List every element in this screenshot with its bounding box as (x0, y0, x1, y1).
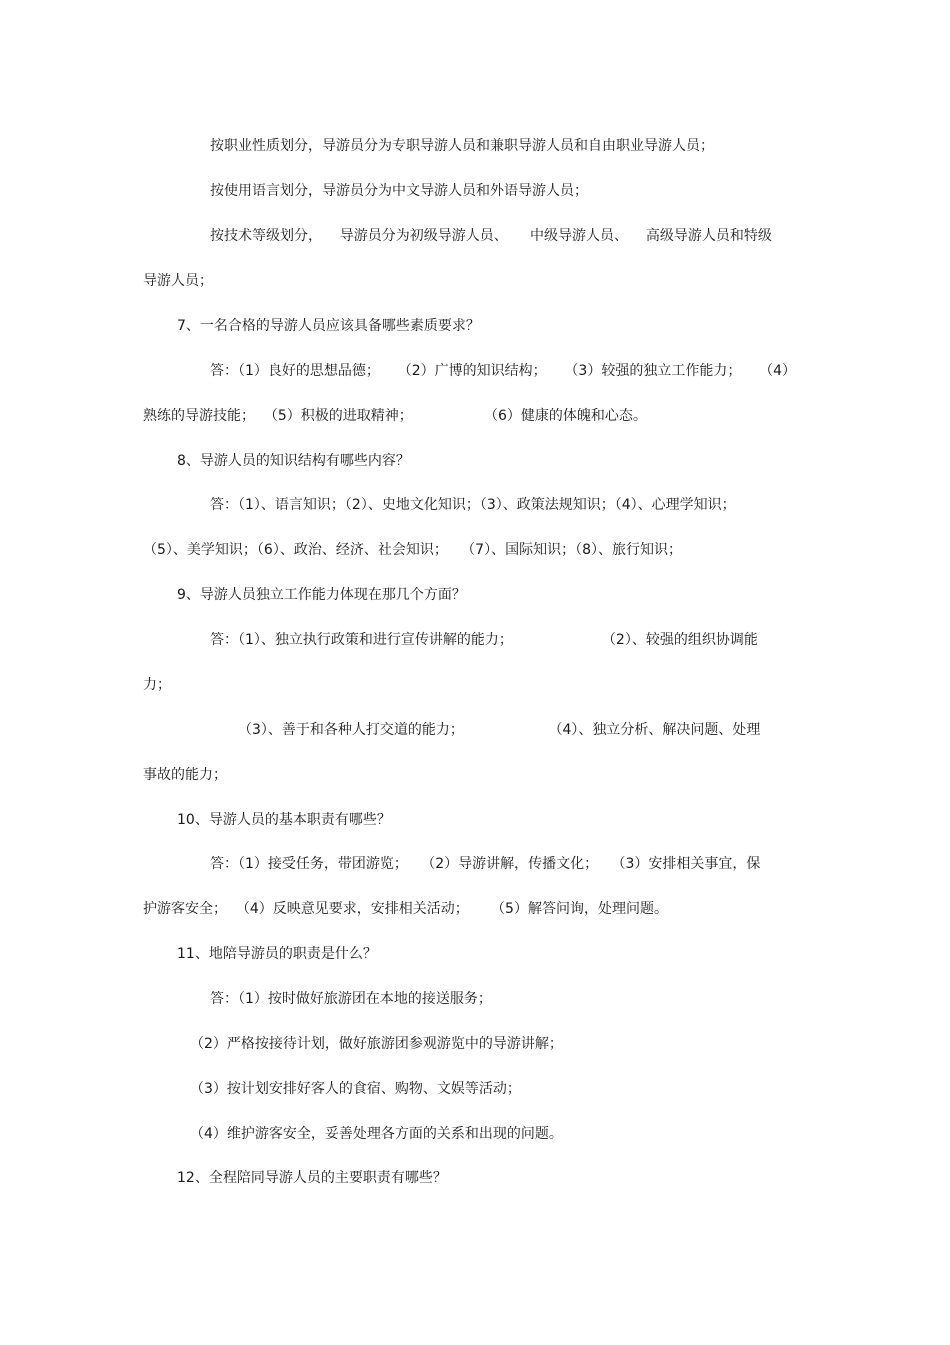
text-line: 按使用语言划分，导游员分为中文导游人员和外语导游人员； (210, 183, 588, 199)
answer-line: 力； (143, 677, 171, 693)
answer-line: 答：（1）、独立执行政策和进行宣传讲解的能力； （2）、较强的组织协调能 (210, 632, 758, 648)
text-line: 按技术等级划分， 导游员分为初级导游人员、 中级导游人员、 高级导游人员和特级 (210, 228, 772, 244)
answer-line: 答：（1）按时做好旅游团在本地的接送服务； (210, 991, 492, 1007)
answer-line: （2）严格按接待计划，做好旅游团参观游览中的导游讲解； (190, 1036, 563, 1052)
answer-line: 事故的能力； (143, 767, 227, 783)
question-heading: 11、地陪导游员的职责是什么？ (177, 946, 377, 962)
answer-line: 答：（1）接受任务，带团游览； （2）导游讲解，传播文化； （3）安排相关事宜，保 (210, 856, 761, 872)
answer-line: 答：（1）、语言知识；（2）、史地文化知识；（3）、政策法规知识；（4）、心理学知识； (210, 497, 736, 513)
question-heading: 12、全程陪同导游人员的主要职责有哪些？ (177, 1170, 447, 1186)
question-heading: 10、导游人员的基本职责有哪些？ (177, 812, 391, 828)
question-heading: 7、一名合格的导游人员应该具备哪些素质要求？ (177, 318, 480, 334)
question-heading: 9、导游人员独立工作能力体现在那几个方面？ (177, 587, 466, 603)
answer-line: （3）按计划安排好客人的食宿、购物、文娱等活动； (190, 1081, 521, 1097)
answer-line: 熟练的导游技能； （5）积极的进取精神； （6）健康的体魄和心态。 (143, 408, 647, 424)
answer-line: 答：（1）良好的思想品德； （2）广博的知识结构； （3）较强的独立工作能力； （4） (210, 363, 797, 379)
answer-line: （3）、善于和各种人打交道的能力； （4）、独立分析、解决问题、处理 (238, 722, 761, 738)
text-line: 导游人员； (143, 273, 213, 289)
answer-line: （5）、美学知识；（6）、政治、经济、社会知识； （7）、国际知识；（8）、旅行知识； (143, 542, 682, 558)
text-line: 按职业性质划分，导游员分为专职导游人员和兼职导游人员和自由职业导游人员； (210, 138, 714, 154)
question-heading: 8、导游人员的知识结构有哪些内容？ (177, 453, 410, 469)
answer-line: 护游客安全； （4）反映意见要求，安排相关活动； （5）解答问询，处理问题。 (143, 901, 668, 917)
answer-line: （4）维护游客安全，妥善处理各方面的关系和出现的问题。 (190, 1126, 563, 1142)
